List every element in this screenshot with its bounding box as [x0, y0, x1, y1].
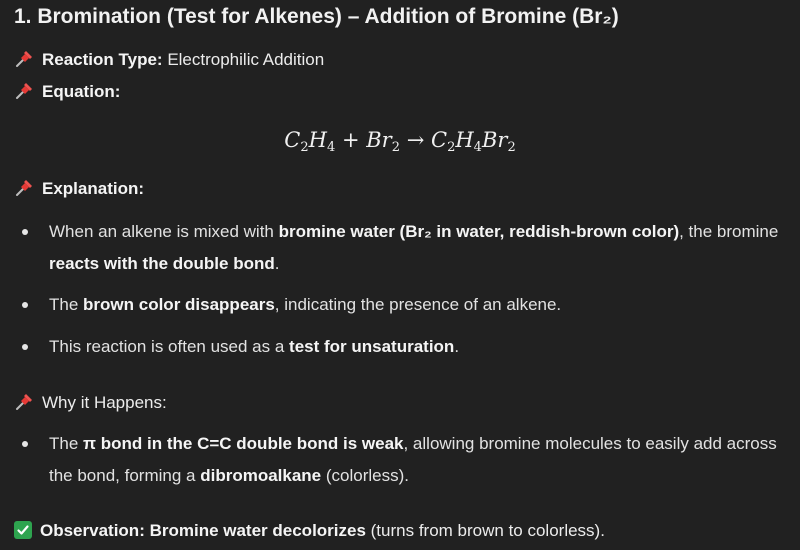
eq-term: H: [455, 128, 474, 152]
eq-subscript: 2: [447, 140, 456, 155]
eq-term: C: [430, 128, 448, 152]
text-run: , allowing bromine molecules to easily add across the bond, forming a: [49, 434, 777, 485]
text-run: .: [274, 254, 280, 273]
pushpin-icon: [14, 392, 34, 412]
list-item-text: [49, 216, 789, 280]
text-run: When an alkene is mixed with: [49, 222, 279, 241]
pushpin-icon: [14, 49, 34, 69]
pushpin-icon: [14, 81, 34, 101]
reaction-type-label: Reaction Type:: [42, 50, 163, 69]
text-run: This reaction is often used as a: [49, 337, 290, 356]
eq-operator: +: [341, 128, 360, 152]
text-run: (colorless).: [321, 466, 409, 485]
list-item-text: [49, 331, 789, 363]
bold-run: dibromoalkane: [200, 466, 322, 485]
eq-term: H: [308, 128, 327, 152]
bullet-dot: [22, 302, 28, 308]
observation-text: (turns from brown to colorless).: [365, 521, 605, 540]
equation-label-line: [14, 81, 120, 103]
observation-line: [14, 520, 605, 542]
equation-label: Equation:: [42, 82, 121, 101]
text-run: The: [49, 295, 84, 314]
text-run: .: [454, 337, 460, 356]
text-run: The: [49, 434, 84, 453]
text-run: , indicating the presence of an alkene.: [274, 295, 562, 314]
explanation-label: Explanation:: [42, 179, 145, 198]
eq-term: Br: [481, 128, 508, 152]
eq-subscript: 4: [473, 140, 482, 155]
list-item-text: [49, 289, 789, 321]
bold-run: π bond in the C=C double bond is weak: [83, 434, 404, 453]
eq-subscript: 2: [391, 140, 400, 155]
bold-run: test for unsaturation: [289, 337, 455, 356]
eq-subscript: 2: [300, 140, 309, 155]
why-label: Why it Happens:: [42, 393, 167, 412]
pushpin-icon: [14, 178, 34, 198]
reaction-type-value: Electrophilic Addition: [162, 50, 325, 69]
chemical-equation: [0, 126, 800, 162]
text-run: , the bromine: [679, 222, 779, 241]
bullet-dot: [22, 344, 28, 350]
observation-bold: Observation: Bromine water decolorizes: [40, 521, 366, 540]
section-heading: 1. Bromination (Test for Alkenes) – Addition of Bromine (Br₂): [14, 5, 619, 28]
eq-term: Br: [366, 128, 392, 152]
list-item-text: [49, 428, 789, 492]
check-mark-icon: [14, 521, 32, 539]
bullet-dot: [22, 441, 28, 447]
bold-run: reacts with the double bond: [49, 254, 275, 273]
eq-subscript: 2: [507, 140, 516, 155]
eq-arrow: →: [406, 128, 425, 152]
why-label-line: [14, 392, 167, 414]
explanation-label-line: [14, 178, 144, 200]
bold-run: brown color disappears: [83, 295, 275, 314]
bold-run: bromine water (Br₂ in water, reddish-brown color): [278, 222, 680, 241]
bullet-dot: [22, 229, 28, 235]
eq-term: C: [284, 128, 301, 152]
reaction-type-line: [14, 49, 324, 71]
eq-subscript: 4: [326, 140, 336, 155]
